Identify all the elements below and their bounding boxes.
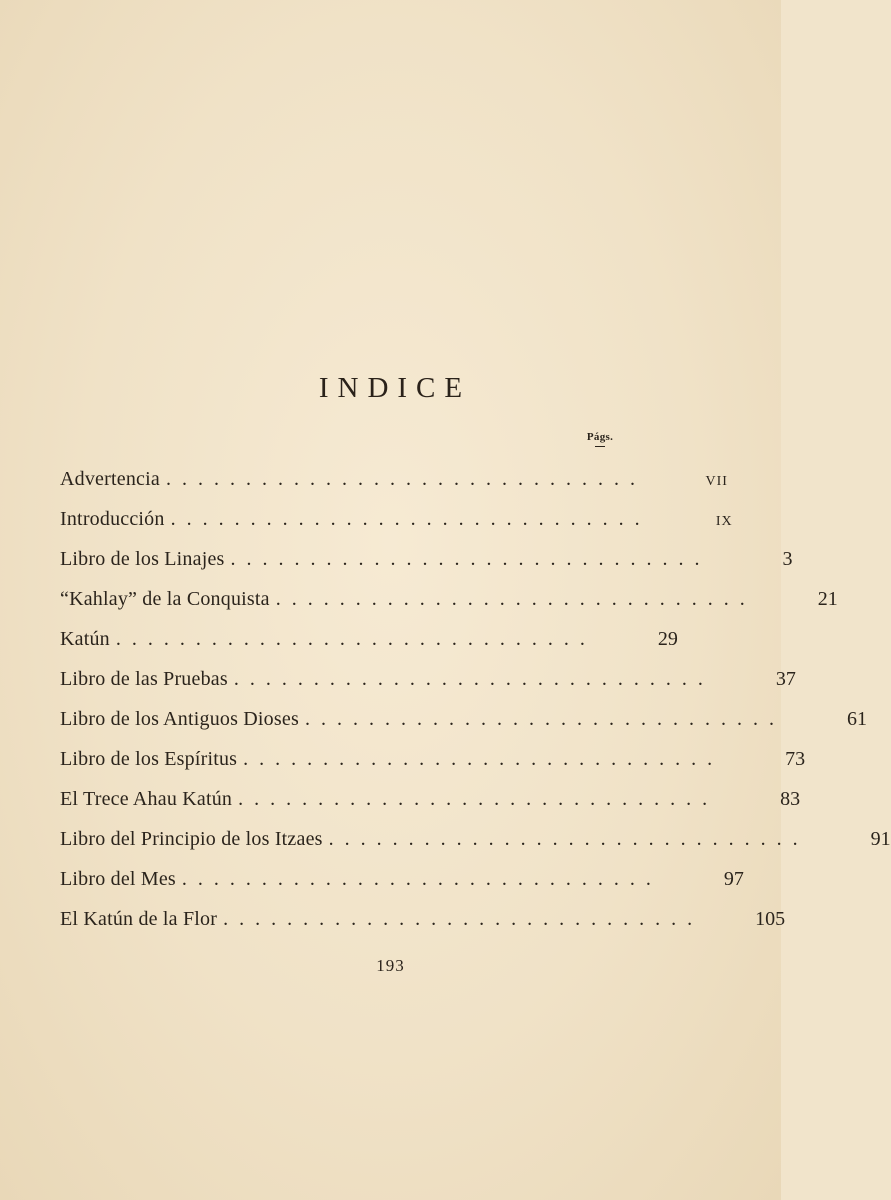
toc-entry (60, 579, 838, 619)
toc-entry-title: Libro del Mes (60, 868, 176, 890)
page-column-rule (595, 446, 605, 447)
toc-entry (60, 899, 786, 939)
toc-entry-page: 3 (782, 548, 793, 570)
toc-entry-title: Libro de las Pruebas (60, 668, 228, 690)
page-number: 193 (376, 956, 405, 975)
toc-entry-page: 29 (657, 628, 678, 650)
toc-entry-page: 97 (723, 868, 744, 890)
page-column-label (560, 431, 640, 447)
toc-entry-page: vii (705, 468, 728, 490)
toc-entry-title: El Katún de la Flor (60, 908, 218, 930)
toc-entry-page: ix (715, 508, 733, 530)
toc-entry (60, 619, 678, 659)
toc-dot-leader: .............................. (328, 828, 809, 850)
toc-entry-page: 61 (846, 708, 867, 730)
toc-entry-page: 21 (817, 588, 838, 610)
toc-entry (60, 819, 891, 859)
toc-dot-leader: .............................. (238, 788, 719, 810)
toc-dot-leader: .............................. (165, 468, 646, 490)
toc-entry-title: El Trece Ahau Katún (60, 788, 233, 810)
toc-entry-title: “Kahlay” de la Conquista (60, 588, 270, 610)
toc-entry (60, 459, 728, 499)
toc-entry-title: Katún (60, 628, 110, 650)
toc-entry (60, 699, 867, 739)
toc-entry-page: 83 (780, 788, 801, 810)
toc-entry-title: Libro de los Antiguos Dioses (60, 708, 299, 730)
toc-dot-leader: .............................. (304, 708, 785, 730)
toc-entry-page: 37 (775, 668, 796, 690)
toc-dot-leader: .............................. (275, 588, 756, 610)
toc-dot-leader: .............................. (115, 628, 596, 650)
toc-dot-leader: .............................. (181, 868, 662, 890)
toc-dot-leader: .............................. (230, 548, 711, 570)
table-of-contents (60, 459, 891, 939)
toc-entry (60, 659, 796, 699)
toc-entry-title: Advertencia (60, 468, 160, 490)
toc-entry-page: 73 (785, 748, 806, 770)
toc-dot-leader: .............................. (243, 748, 724, 770)
toc-entry-title: Introducción (60, 508, 165, 530)
toc-entry (60, 499, 733, 539)
toc-entry (60, 859, 744, 899)
page-column-label-text: Págs. (586, 431, 614, 443)
toc-entry-title: Libro de los Linajes (60, 548, 225, 570)
toc-entry (60, 539, 793, 579)
toc-entry-title: Libro de los Espíritus (60, 748, 238, 770)
toc-entry (60, 739, 806, 779)
toc-entry-page: 105 (755, 908, 786, 930)
toc-dot-leader: .............................. (233, 668, 714, 690)
toc-entry (60, 779, 801, 819)
toc-entry-title: Libro del Principio de los Itzaes (60, 828, 323, 850)
toc-dot-leader: .............................. (170, 508, 651, 530)
index-heading: INDICE (318, 372, 472, 404)
toc-entry-page: 91 (870, 828, 891, 850)
toc-dot-leader: .............................. (223, 908, 704, 930)
